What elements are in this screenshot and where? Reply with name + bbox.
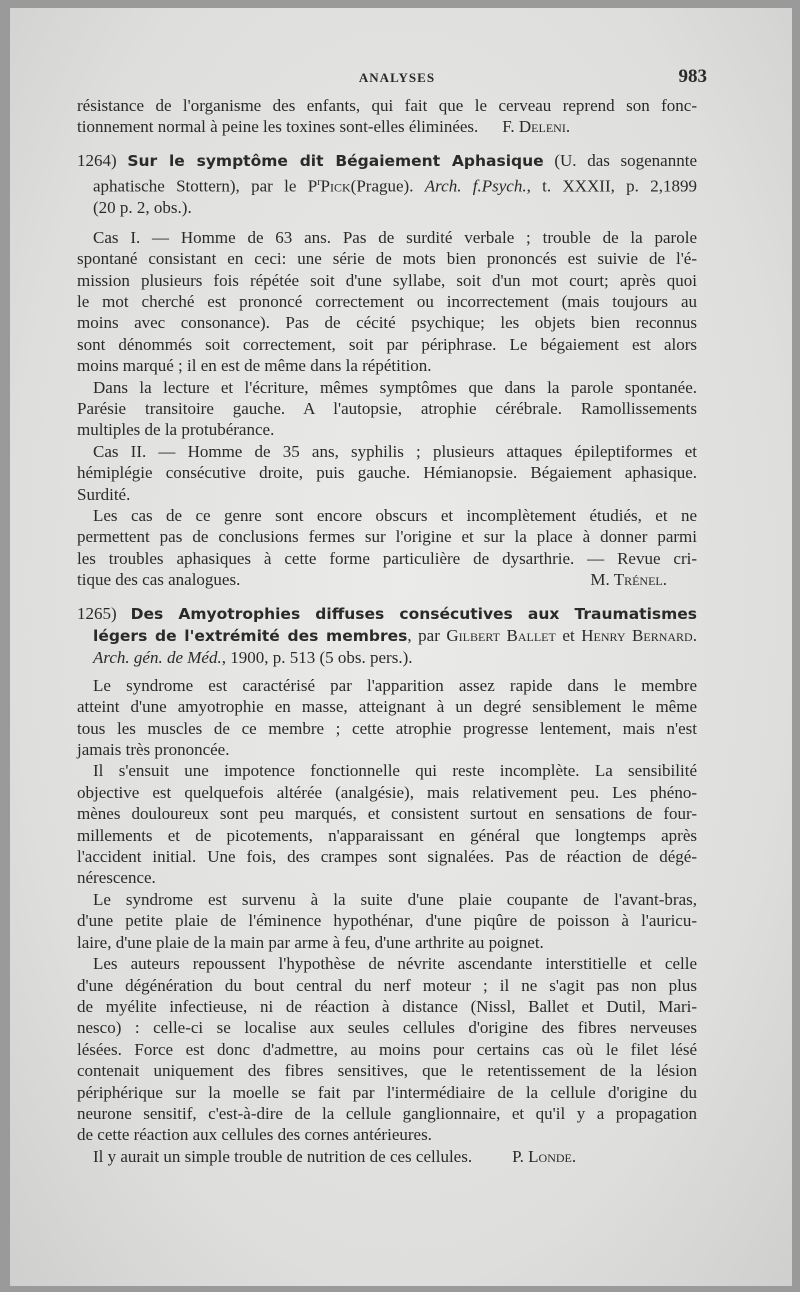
text-line: r [317, 177, 321, 189]
signature: M. Trénel. [590, 570, 667, 590]
text-line: moins avec consonance). Pas de cécité psychique; les objets bien reconnus [77, 313, 697, 333]
paragraph [77, 889, 697, 953]
text-line: mènes douloureux sont peu marqués, et consistent surtout en sensations de four- [77, 804, 697, 824]
text-line: tous les muscles de ce membre ; cette atrophie progresse lentement, mais n'est [77, 718, 697, 738]
text-line: spontané consistant en ceci: une série de mots bien prononcés est suivie de l'é- [77, 249, 697, 269]
text-line: lésées. Force est donc d'admettre, au moins pour certains cas où le filet lésé [77, 1039, 697, 1059]
article-heading [77, 603, 697, 625]
text-line: nérescence. [77, 868, 156, 888]
text-line: Cas I. — Homme de 63 ans. Pas de surdité verbale ; trouble de la parole [93, 227, 697, 247]
text-line: d'une dégénération du bout central du nerf moteur ; il ne s'agit pas non plus [77, 975, 697, 995]
text-line: Parésie transitoire gauche. A l'autopsie, atrophie cérébrale. Ramollissements [77, 398, 697, 418]
text-line: résistance de l'organisme des enfants, qui fait que le cerveau reprend son fonc- [77, 96, 697, 115]
paragraph-conclusion [77, 505, 697, 591]
paragraph-lecture [77, 377, 697, 441]
article-1264 [77, 150, 697, 591]
text-line: Surdité. [77, 484, 131, 504]
text-line: périphérique sur la moelle se fait par l'intermédiaire de la cellule d'origine du [77, 1082, 697, 1102]
text-line: hémiplégie consécutive droite, puis gauche. Hémianopsie. Bégaiement aphasique. [77, 463, 697, 483]
text-line: laire, d'une plaie de la main par arme à feu, d'une arthrite au poignet. [77, 932, 544, 952]
text-line: tionnement normal à peine les toxines sont-elles éliminées. [77, 117, 479, 137]
text-line: , t. XXXII, p. 2,1899 [526, 176, 698, 196]
text-line: Cas II. — Homme de 35 ans, syphilis ; plusieurs attaques épileptiformes et [93, 441, 697, 461]
text-line: sont dénommés soit correctement, soit par périphrase. Le bégaiement est alors [77, 334, 697, 354]
text-line: d'une petite plaie de l'éminence hypothénar, d'une piqûre de poisson à l'auricu- [77, 911, 697, 931]
text-line: permettent pas de conclusions fermes sur l'origine et sur la place à donner parmi [77, 527, 697, 547]
paragraph [77, 675, 697, 761]
signature: P. Londe. [512, 1146, 577, 1166]
text-line: nesco) : celle-ci se localise aux seules cellules d'origine des fibres nerveuses [77, 1018, 697, 1038]
text-line: (20 p. 2, obs.). [93, 198, 192, 218]
text-line: objective est quelquefois altérée (analgésie), mais relativement peu. Les phéno- [77, 782, 697, 802]
text-line: Pick [320, 176, 351, 196]
text-line: (Prague). [350, 176, 414, 196]
paragraph [77, 953, 697, 1146]
text-line: 1264) [77, 150, 117, 170]
text-line: moins marqué ; il en est de même dans la répétition. [77, 356, 432, 376]
article-title: Des Amyotrophies diffuses consécutives aux Traumatismes [130, 604, 697, 623]
page-number: 983 [678, 66, 707, 87]
text-line: Les cas de ce genre sont encore obscurs et incomplètement étudiés, et ne [93, 505, 697, 525]
text-line: Henry Bernard. [581, 626, 697, 645]
text-line: Le syndrome est survenu à la suite d'une plaie coupante de l'avant-bras, [93, 889, 697, 909]
signature: F. Deleni. [502, 117, 571, 137]
text-line: le mot cherché est prononcé correctement ou incorrectement (mais toujours au [77, 291, 697, 311]
running-header [87, 66, 707, 90]
text-line: tique des cas analogues. [77, 570, 241, 590]
text-line: neurone sensitif, c'est-à-dire de la cellule ganglionnaire, et qu'il y a propagation [77, 1103, 697, 1123]
paragraph-cas-1 [77, 227, 697, 377]
text-line: légers de l'extrémité des membres [93, 627, 408, 645]
text-line: multiples de la protubérance. [77, 420, 275, 440]
text-line: 1265) [77, 603, 117, 623]
article-1265 [77, 603, 697, 1168]
text-line: atteint d'une amyotrophie en masse, atteignant à un degré sensiblement le même [77, 697, 697, 717]
text-line: (U. das sogenannte [554, 150, 697, 170]
text-line: Arch. gén. de Méd. [93, 648, 222, 668]
text-line: jamais très prononcée. [77, 740, 230, 760]
body-text [77, 95, 697, 1167]
article-title: Sur le symptôme dit Bégaiement Aphasique [127, 151, 544, 170]
text-line: contenait uniquement des fibres sensitives, que le retentissement de la lésion [77, 1061, 697, 1081]
text-line: Les auteurs repoussent l'hypothèse de névrite ascendante interstitielle et celle [93, 954, 697, 974]
text-line: de myélite infectieuse, ni de réaction à distance (Nissl, Ballet et Dutil, Mari- [77, 996, 697, 1016]
text-line: et [555, 626, 582, 645]
text-line: Il y aurait un simple trouble de nutrition de ces cellules. [93, 1146, 473, 1166]
article-reference [77, 647, 697, 668]
continued-paragraph [77, 95, 697, 138]
paragraph-cas-2 [77, 441, 697, 505]
text-line: , par [407, 626, 447, 645]
header-title: ANALYSES [358, 70, 436, 85]
article-reference [77, 172, 697, 197]
text-line: Dans la lecture et l'écriture, mêmes symptômes que dans la parole spontanée. [93, 377, 697, 397]
text-line: Le syndrome est caractérisé par l'apparition assez rapide dans le membre [93, 675, 697, 695]
text-line: Gilbert Ballet [446, 626, 556, 645]
text-line: millements et de picotements, n'apparaissant en général que longtemps après [77, 825, 697, 845]
text-line: aphatische Stottern), par le P [93, 176, 318, 196]
text-line: Arch. f.Psych. [424, 176, 527, 196]
text-line: mission plusieurs fois répétée soit d'une syllabe, soit d'un mot court; après quoi [77, 270, 697, 290]
text-line: l'accident initial. Une fois, des crampes sont signalées. Pas de réaction de dégé- [77, 847, 697, 867]
text-line: de cette réaction aux cellules des cornes antérieures. [77, 1125, 432, 1145]
article-heading [77, 150, 697, 172]
paragraph [77, 1146, 697, 1167]
text-line: Il s'ensuit une impotence fonctionnelle qui reste incomplète. La sensibilité [93, 761, 697, 781]
text-line: , 1900, p. 513 (5 obs. pers.). [221, 648, 413, 668]
text-line: les troubles aphasiques à cette forme particulière de dysarthrie. — Revue cri- [77, 548, 697, 568]
paragraph [77, 760, 697, 888]
